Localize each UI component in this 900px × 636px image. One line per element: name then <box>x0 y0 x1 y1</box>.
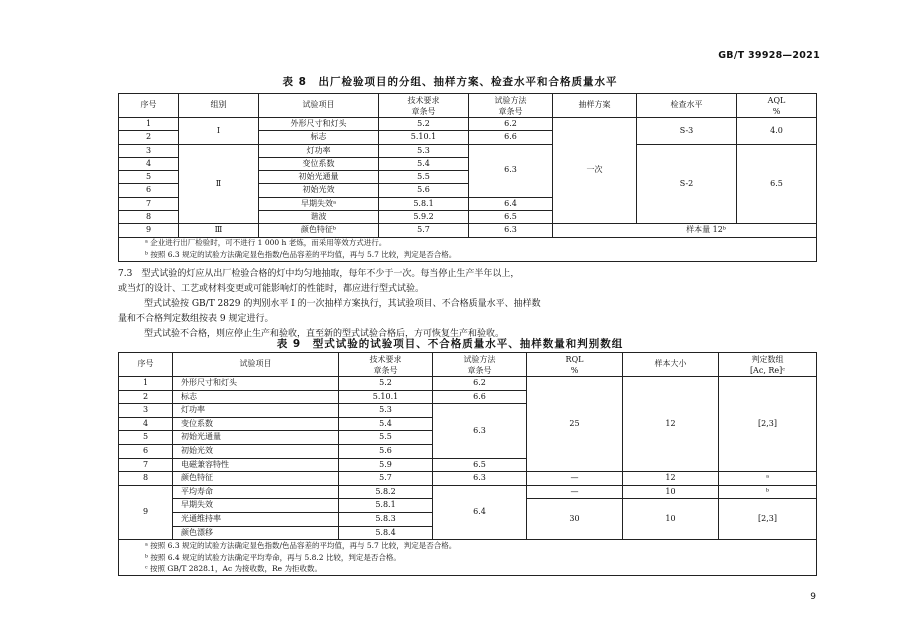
para2-line1: 型式试验按 GB/T 2829 的判别水平 Ⅰ 的一次抽样方案执行，其试验项目、不合格质量水平、抽样数 <box>144 299 541 309</box>
t9-r1-item: 外形尺寸和灯头 <box>173 377 339 391</box>
t9-r9-method: 6.4 <box>433 485 527 539</box>
t8-r3-req: 5.3 <box>379 144 469 157</box>
para1-line2: 或当灯的设计、工艺或材料变更或可能影响灯的性能时，都应进行型式试验。 <box>118 284 425 294</box>
t8-r7-no: 7 <box>119 197 179 210</box>
t9-col-method: 试验方法 章条号 <box>433 353 527 377</box>
table9-header-row <box>119 353 817 377</box>
t9-r8-sample: 12 <box>623 472 719 486</box>
t9-r9a-rql: — <box>527 485 623 499</box>
t9-r8-method: 6.3 <box>433 472 527 486</box>
t9-r9c-req: 5.8.3 <box>339 512 433 526</box>
t8-col-level: 检查水平 <box>637 94 737 118</box>
t8-r9-item: 颜色特征ᵇ <box>259 224 379 237</box>
t9-r9a-judge: ᵇ <box>719 485 817 499</box>
t9-r9a-item: 平均寿命 <box>173 485 339 499</box>
para1-line1: 7.3 型式试验的灯应从出厂检验合格的灯中均匀地抽取，每年不少于一次。每当停止生产半年以上， <box>118 269 520 279</box>
section-7-3 <box>118 267 818 342</box>
t9-r6-req: 5.6 <box>339 444 433 458</box>
t9-r2-no: 2 <box>119 390 173 404</box>
t8-r4-item: 变位系数 <box>259 157 379 170</box>
t8-r2-req: 5.10.1 <box>379 131 469 144</box>
t9-r9d-item: 颜色漂移 <box>173 526 339 540</box>
t9-col-item: 试验项目 <box>173 353 339 377</box>
t9-col-judge: 判定数组 [Ac, Re]ᶜ <box>719 353 817 377</box>
t9-col-rql: RQL % <box>527 353 623 377</box>
t8-r6-no: 6 <box>119 184 179 197</box>
t9-r2-item: 标志 <box>173 390 339 404</box>
t8-col-no: 序号 <box>119 94 179 118</box>
t9-r9c-item: 光通维持率 <box>173 512 339 526</box>
t8-aql-2: 6.5 <box>737 144 817 224</box>
table8-header-row <box>119 94 817 118</box>
t8-r1-item: 外形尺寸和灯头 <box>259 118 379 131</box>
t9-r8-req: 5.7 <box>339 472 433 486</box>
t9-r9b-req: 5.8.1 <box>339 499 433 513</box>
table9-caption: 表 9 型式试验的试验项目、不合格质量水平、抽样数量和判别数组 <box>276 338 624 350</box>
t9-r5-no: 5 <box>119 431 173 445</box>
t8-r9-method: 6.3 <box>469 224 553 237</box>
t9-col-no: 序号 <box>119 353 173 377</box>
t8-level-s3: S-3 <box>637 118 737 145</box>
t8-r2-no: 2 <box>119 131 179 144</box>
t8-note-a-text: ᵃ 企业进行出厂检验时，可不进行 1 000 h 老炼，而采用等效方式进行。 <box>119 237 817 249</box>
table-row <box>119 144 817 157</box>
t9-sample-merged: 12 <box>623 377 719 472</box>
t8-r6-item: 初始光效 <box>259 184 379 197</box>
table9 <box>118 352 817 576</box>
t8-col-group: 组别 <box>179 94 259 118</box>
t9-method-merged: 6.3 <box>433 404 527 458</box>
t9-rql-merged: 25 <box>527 377 623 472</box>
t8-r9-req: 5.7 <box>379 224 469 237</box>
t8-group-3: Ⅲ <box>179 224 259 237</box>
t9-judge-merged: [2,3] <box>719 377 817 472</box>
table8-note-b <box>119 249 817 261</box>
t9-r5-req: 5.5 <box>339 431 433 445</box>
t8-col-method: 试验方法 章条号 <box>469 94 553 118</box>
t8-r1-req: 5.2 <box>379 118 469 131</box>
t8-aql-1: 4.0 <box>737 118 817 145</box>
t9-r4-req: 5.4 <box>339 417 433 431</box>
table-row <box>119 485 817 499</box>
t9-r7-method: 6.5 <box>433 458 527 472</box>
t8-r1-method: 6.2 <box>469 118 553 131</box>
table-row <box>119 224 817 237</box>
table-row <box>119 472 817 486</box>
t8-col-req: 技术要求 章条号 <box>379 94 469 118</box>
t9-r7-req: 5.9 <box>339 458 433 472</box>
t9-col-sample: 样本大小 <box>623 353 719 377</box>
table9-note-b <box>119 552 817 564</box>
table-row <box>119 377 817 391</box>
t9-note-a-text: ᵃ 按照 6.3 规定的试验方法确定显色指数/色品容差的平均值，再与 5.7 比较，判定是否合格。 <box>119 540 817 552</box>
t8-r5-no: 5 <box>119 171 179 184</box>
t8-r9-no: 9 <box>119 224 179 237</box>
t9-r9-rest-rql: 30 <box>527 499 623 540</box>
t8-r2-item: 标志 <box>259 131 379 144</box>
t9-r4-no: 4 <box>119 417 173 431</box>
t9-r2-method: 6.6 <box>433 390 527 404</box>
t8-sample-qty: 样本量 12ᵇ <box>553 224 817 237</box>
t8-r3-no: 3 <box>119 144 179 157</box>
t8-col-aql: AQL % <box>737 94 817 118</box>
t8-r6-req: 5.6 <box>379 184 469 197</box>
t8-r7-item: 早期失效ᵃ <box>259 197 379 210</box>
table9-note-c <box>119 564 817 576</box>
t9-r8-item: 颜色特征 <box>173 472 339 486</box>
t8-r1-no: 1 <box>119 118 179 131</box>
t8-r8-method: 6.5 <box>469 211 553 224</box>
t9-r9d-req: 5.8.4 <box>339 526 433 540</box>
t9-col-req: 技术要求 章条号 <box>339 353 433 377</box>
t9-note-c-text: ᶜ 按照 GB/T 2828.1，Ac 为接收数，Re 为拒收数。 <box>119 564 817 576</box>
t9-r3-no: 3 <box>119 404 173 418</box>
t8-r4-req: 5.4 <box>379 157 469 170</box>
t9-r5-item: 初始光通量 <box>173 431 339 445</box>
t9-r8-no: 8 <box>119 472 173 486</box>
standard-code: GB/T 39928—2021 <box>718 50 820 61</box>
t9-r8-rql: — <box>527 472 623 486</box>
table-row <box>119 118 817 131</box>
t8-r7-method: 6.4 <box>469 197 553 210</box>
t9-r9a-req: 5.8.2 <box>339 485 433 499</box>
para2-line2: 量和不合格判定数组按表 9 规定进行。 <box>118 314 274 324</box>
t9-r9-rest-sample: 10 <box>623 499 719 540</box>
t8-sampling-plan: 一次 <box>553 118 637 224</box>
t8-note-b-text: ᵇ 按照 6.3 规定的试验方法确定显色指数/色品容差的平均值，再与 5.7 比较，判定是否合格。 <box>119 249 817 261</box>
t8-r5-req: 5.5 <box>379 171 469 184</box>
t8-r7-req: 5.8.1 <box>379 197 469 210</box>
t9-r6-item: 初始光效 <box>173 444 339 458</box>
table8-note-a <box>119 237 817 249</box>
t9-r2-req: 5.10.1 <box>339 390 433 404</box>
t9-r9-rest-judge: [2,3] <box>719 499 817 540</box>
t9-r1-method: 6.2 <box>433 377 527 391</box>
t8-group-2: Ⅱ <box>179 144 259 224</box>
t9-r6-no: 6 <box>119 444 173 458</box>
t8-col-item: 试验项目 <box>259 94 379 118</box>
t9-r9-no: 9 <box>119 485 173 539</box>
t9-r9b-item: 早期失效 <box>173 499 339 513</box>
t8-r5-item: 初始光通量 <box>259 171 379 184</box>
t9-r3-item: 灯功率 <box>173 404 339 418</box>
page-number: 9 <box>810 592 816 602</box>
table9-note-a <box>119 540 817 552</box>
para3: 型式试验不合格，则应停止生产和验收，直至新的型式试验合格后，方可恢复生产和验收。 <box>144 329 505 339</box>
t8-r4-no: 4 <box>119 157 179 170</box>
t9-r1-req: 5.2 <box>339 377 433 391</box>
t9-r9a-sample: 10 <box>623 485 719 499</box>
t8-level-s2: S-2 <box>637 144 737 224</box>
t8-r3-item: 灯功率 <box>259 144 379 157</box>
t9-r1-no: 1 <box>119 377 173 391</box>
t9-r8-judge: ᵃ <box>719 472 817 486</box>
t8-r8-req: 5.9.2 <box>379 211 469 224</box>
t9-r7-no: 7 <box>119 458 173 472</box>
t9-r7-item: 电磁兼容特性 <box>173 458 339 472</box>
t8-col-plan: 抽样方案 <box>553 94 637 118</box>
t9-note-b-text: ᵇ 按照 6.4 规定的试验方法确定平均寿命，再与 5.8.2 比较，判定是否合格。 <box>119 552 817 564</box>
table8-caption: 表 8 出厂检验项目的分组、抽样方案、检查水平和合格质量水平 <box>282 76 618 88</box>
table8 <box>118 93 817 262</box>
t8-r2-method: 6.6 <box>469 131 553 144</box>
t9-r3-req: 5.3 <box>339 404 433 418</box>
t8-method-merged: 6.3 <box>469 144 553 197</box>
t9-r4-item: 变位系数 <box>173 417 339 431</box>
t8-group-1: Ⅰ <box>179 118 259 145</box>
t8-r8-no: 8 <box>119 211 179 224</box>
t8-r8-item: 谐波 <box>259 211 379 224</box>
